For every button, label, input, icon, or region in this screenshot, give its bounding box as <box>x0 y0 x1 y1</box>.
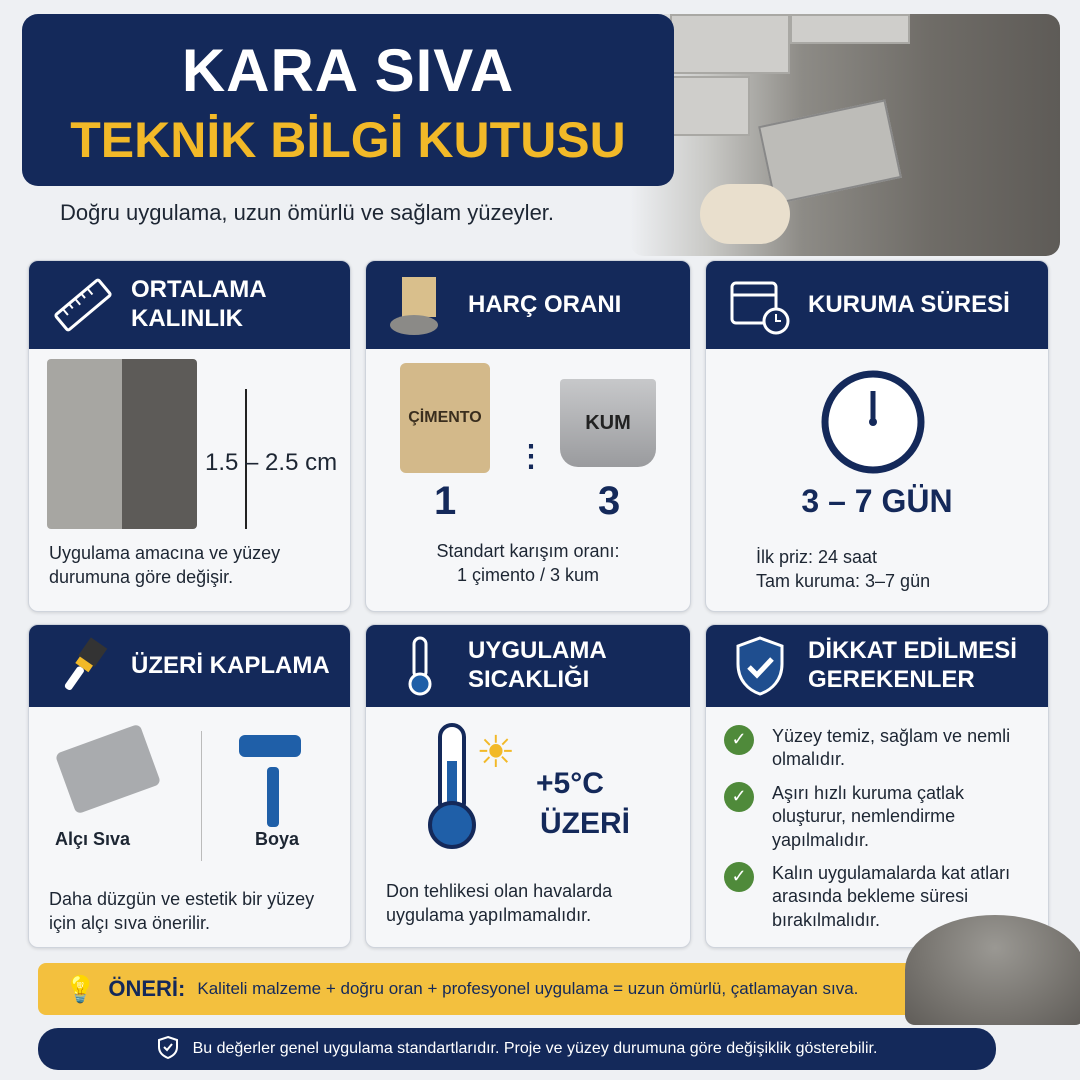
check-icon: ✓ <box>724 725 754 755</box>
sand-bucket <box>560 379 656 467</box>
option-paint: Boya <box>255 829 300 849</box>
note: Don tehlikesi olan havalarda <box>386 881 613 901</box>
thermometer-icon <box>388 634 452 698</box>
temperature-qualifier: ÜZERİ <box>540 807 630 840</box>
plastering-photo <box>630 14 1060 256</box>
thickness-value: 1.5 – 2.5 cm <box>205 449 338 476</box>
tagline: Doğru uygulama, uzun ömürlü ve sağlam yüzeyler. <box>60 200 555 225</box>
ruler-icon <box>51 273 115 337</box>
list-item <box>724 725 1028 772</box>
ratio-separator: ⋮ <box>516 440 546 473</box>
note: için alçı sıva önerilir. <box>49 913 211 934</box>
thermometer-image <box>422 721 482 856</box>
shield-check-icon <box>728 634 792 698</box>
roller-handle <box>267 767 279 827</box>
check-icon: ✓ <box>724 862 754 892</box>
trowel-icon <box>758 99 902 204</box>
card-drying <box>705 260 1049 612</box>
note: 1 çimento / 3 kum <box>456 565 600 586</box>
initial-set: İlk priz: 24 saat <box>756 547 878 567</box>
ratio-cement: 1 <box>434 479 457 523</box>
note: Uygulama amacına ve yüzey <box>49 543 281 563</box>
tip-label: ÖNERİ: <box>108 976 186 1001</box>
bucket-label: KUM <box>585 411 631 434</box>
card-ratio <box>365 260 691 612</box>
full-cure: Tam kuruma: 3–7 gün <box>756 571 931 592</box>
page-title: KARA SIVA <box>181 37 515 104</box>
lightbulb-icon: 💡 <box>64 973 97 1004</box>
item-text: Yüzey temiz, sağlam ve nemli olmalıdır. <box>772 726 1011 770</box>
plaster-trowel-icon <box>55 724 161 815</box>
page-subtitle: TEKNİK BİLGİ KUTUSU <box>70 112 626 168</box>
shield-check-icon <box>157 1035 179 1064</box>
card-thickness <box>28 260 351 612</box>
drying-value: 3 – 7 GÜN <box>801 483 953 519</box>
cement-bag-icon <box>388 273 452 337</box>
note: uygulama yapılmamalıdır. <box>386 905 592 926</box>
divider <box>201 731 202 861</box>
paint-roller-icon <box>239 735 301 757</box>
card-title: HARÇ ORANI <box>468 290 622 318</box>
disclaimer-text: Bu değerler genel uygulama standartlarıdır. Proje ve yüzey durumuna göre değişiklik gösterebilir. <box>192 1040 878 1057</box>
card-title: DİKKAT EDİLMESİ <box>808 637 1017 665</box>
cement-bag <box>400 363 490 473</box>
temperature-value: +5°C <box>536 767 604 800</box>
tip-banner <box>38 963 1000 1015</box>
card-cautions <box>705 624 1049 948</box>
card-title: KURUMA SÜRESİ <box>808 290 1010 318</box>
card-title: SICAKLIĞI <box>468 666 590 693</box>
card-title: GEREKENLER <box>808 666 975 693</box>
gloved-hand <box>700 184 790 244</box>
paintbrush-icon <box>51 634 115 698</box>
item-text: Kalın uygulamalarda kat atları arasında bekleme süresi bırakılmalıdır. <box>772 862 1011 930</box>
note: durumuna göre değişir. <box>49 567 234 588</box>
option-gypsum: Alçı Sıva <box>55 829 131 849</box>
card-title: KALINLIK <box>131 305 243 332</box>
note: Daha düzgün ve estetik bir yüzey <box>49 889 315 909</box>
sun-icon: ☀ <box>476 728 516 777</box>
title-box <box>22 14 674 186</box>
list-item <box>724 782 1028 852</box>
card-coating <box>28 624 351 948</box>
card-title: ÜZERİ KAPLAMA <box>131 651 330 679</box>
note: Standart karışım oranı: <box>436 541 620 561</box>
card-title: UYGULAMA <box>468 637 607 665</box>
tip-text: Kaliteli malzeme + doğru oran + profesyonel uygulama = uzun ömürlü, çatlamayan sıva. <box>197 979 859 998</box>
bag-label: ÇİMENTO <box>408 409 482 426</box>
disclaimer-bar <box>38 1028 996 1070</box>
cement-pile-image <box>905 915 1080 1025</box>
clock-icon <box>820 369 926 480</box>
item-text: Aşırı hızlı kuruma çatlak oluşturur, nemlendirme yapılmalıdır. <box>772 782 965 850</box>
card-title: ORTALAMA <box>131 276 267 304</box>
card-temperature <box>365 624 691 948</box>
wall-section-image <box>47 359 197 529</box>
calendar-clock-icon <box>728 273 792 337</box>
ratio-sand: 3 <box>598 479 621 523</box>
check-icon: ✓ <box>724 782 754 812</box>
